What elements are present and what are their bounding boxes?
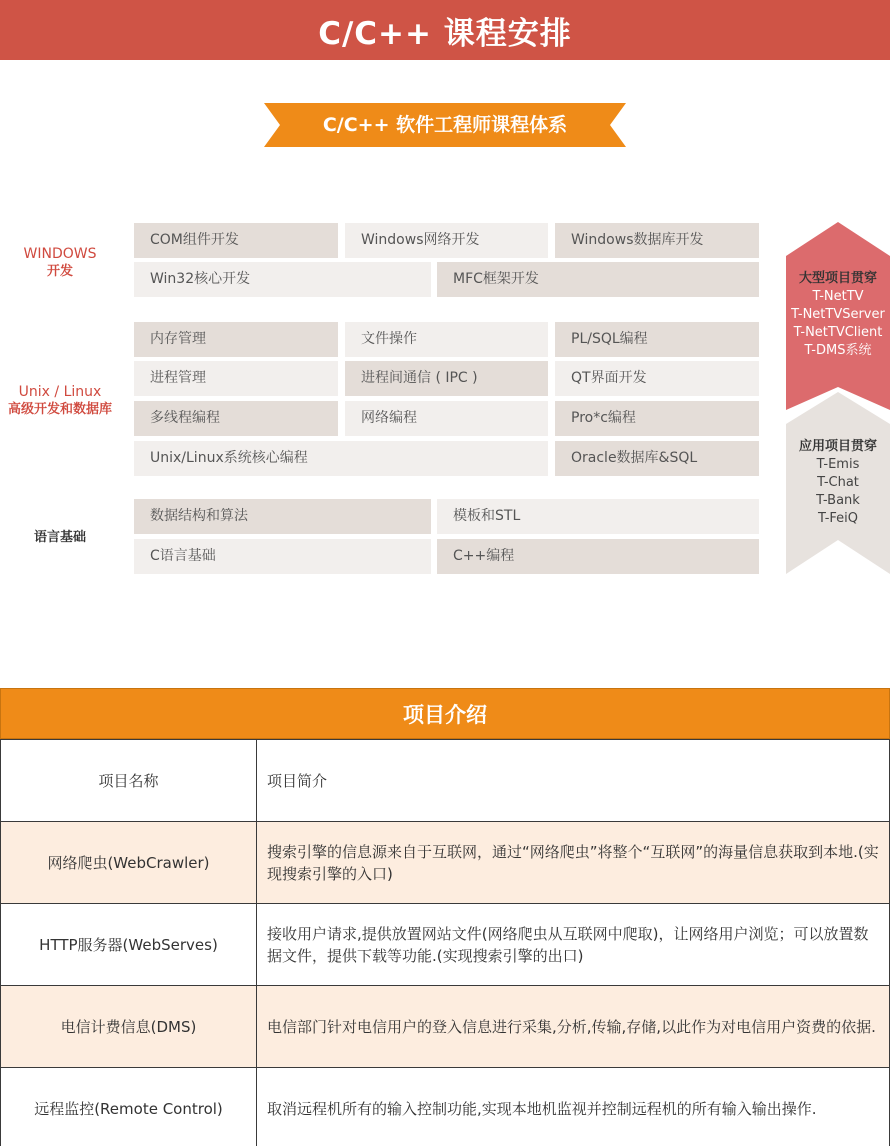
course-cell: PL/SQL编程 xyxy=(555,322,759,357)
table-row xyxy=(1,822,890,904)
category-windows xyxy=(0,246,120,280)
big-project-item: T-DMS系统 xyxy=(804,343,872,358)
course-cell: 进程间通信 ( IPC ) xyxy=(345,361,548,396)
course-cell: C++编程 xyxy=(437,539,759,574)
projects-section-header xyxy=(0,688,890,739)
projects-section-title: 项目介绍 xyxy=(403,702,487,727)
project-name: 远程监控(Remote Control) xyxy=(1,1068,257,1146)
course-cell: COM组件开发 xyxy=(134,223,338,258)
category-lang-line1: 语言基础 xyxy=(33,530,86,545)
course-cell: Pro*c编程 xyxy=(555,401,759,436)
column-header-desc: 项目简介 xyxy=(257,740,890,822)
course-cell: 多线程编程 xyxy=(134,401,338,436)
app-project-item: T-Emis xyxy=(816,457,860,472)
course-cell: Oracle数据库&SQL xyxy=(555,441,759,476)
table-header-row xyxy=(1,740,890,822)
project-desc: 取消远程机所有的输入控制功能,实现本地机监视并控制远程机的所有输入输出操作. xyxy=(257,1068,890,1146)
project-desc: 电信部门针对电信用户的登入信息进行采集,分析,传输,存储,以此作为对电信用户资费的依据. xyxy=(257,986,890,1068)
app-projects-block xyxy=(786,438,890,528)
table-row xyxy=(1,904,890,986)
big-project-item: T-NetTVServer xyxy=(791,307,885,322)
project-name: HTTP服务器(WebServes) xyxy=(1,904,257,986)
big-projects-head: 大型项目贯穿 xyxy=(798,271,877,286)
category-unix-line2: 高级开发和数据库 xyxy=(7,402,112,417)
big-project-item: T-NetTV xyxy=(812,289,864,304)
project-name: 电信计费信息(DMS) xyxy=(1,986,257,1068)
category-unix-line1: Unix / Linux xyxy=(18,384,102,400)
course-cell: QT界面开发 xyxy=(555,361,759,396)
category-windows-line1: WINDOWS xyxy=(23,246,97,262)
category-unix xyxy=(0,384,120,418)
big-projects-block xyxy=(786,270,890,360)
course-cell: 网络编程 xyxy=(345,401,548,436)
page-header xyxy=(0,0,890,60)
course-cell: Win32核心开发 xyxy=(134,262,431,297)
course-cell: 内存管理 xyxy=(134,322,338,357)
table-row xyxy=(1,986,890,1068)
course-cell: 模板和STL xyxy=(437,499,759,534)
course-cell: Windows网络开发 xyxy=(345,223,548,258)
course-cell: C语言基础 xyxy=(134,539,431,574)
curriculum-ribbon xyxy=(264,103,626,147)
app-project-item: T-Bank xyxy=(816,493,860,508)
course-cell: 进程管理 xyxy=(134,361,338,396)
projects-table xyxy=(0,739,890,1146)
category-lang xyxy=(0,529,120,546)
course-cell: Windows数据库开发 xyxy=(555,223,759,258)
project-desc: 搜索引擎的信息源来自于互联网，通过“网络爬虫”将整个“互联网”的海量信息获取到本地.(实现搜索引擎的入口) xyxy=(257,822,890,904)
app-project-item: T-Chat xyxy=(817,475,859,490)
app-projects-head: 应用项目贯穿 xyxy=(798,439,877,454)
category-windows-line2: 开发 xyxy=(46,264,73,279)
column-header-name: 项目名称 xyxy=(1,740,257,822)
course-cell: 文件操作 xyxy=(345,322,548,357)
course-cell: MFC框架开发 xyxy=(437,262,759,297)
course-cell: Unix/Linux系统核心编程 xyxy=(134,441,548,476)
table-row xyxy=(1,1068,890,1146)
project-name: 网络爬虫(WebCrawler) xyxy=(1,822,257,904)
page-title: C/C++ 课程安排 xyxy=(318,15,572,52)
course-cell: 数据结构和算法 xyxy=(134,499,431,534)
big-project-item: T-NetTVClient xyxy=(793,325,883,340)
ribbon-title: C/C++ 软件工程师课程体系 xyxy=(322,114,568,136)
project-desc: 接收用户请求,提供放置网站文件(网络爬虫从互联网中爬取)，让网络用户浏览；可以放置数据文件，提供下载等功能.(实现搜索引擎的出口) xyxy=(257,904,890,986)
app-project-item: T-FeiQ xyxy=(817,511,859,526)
